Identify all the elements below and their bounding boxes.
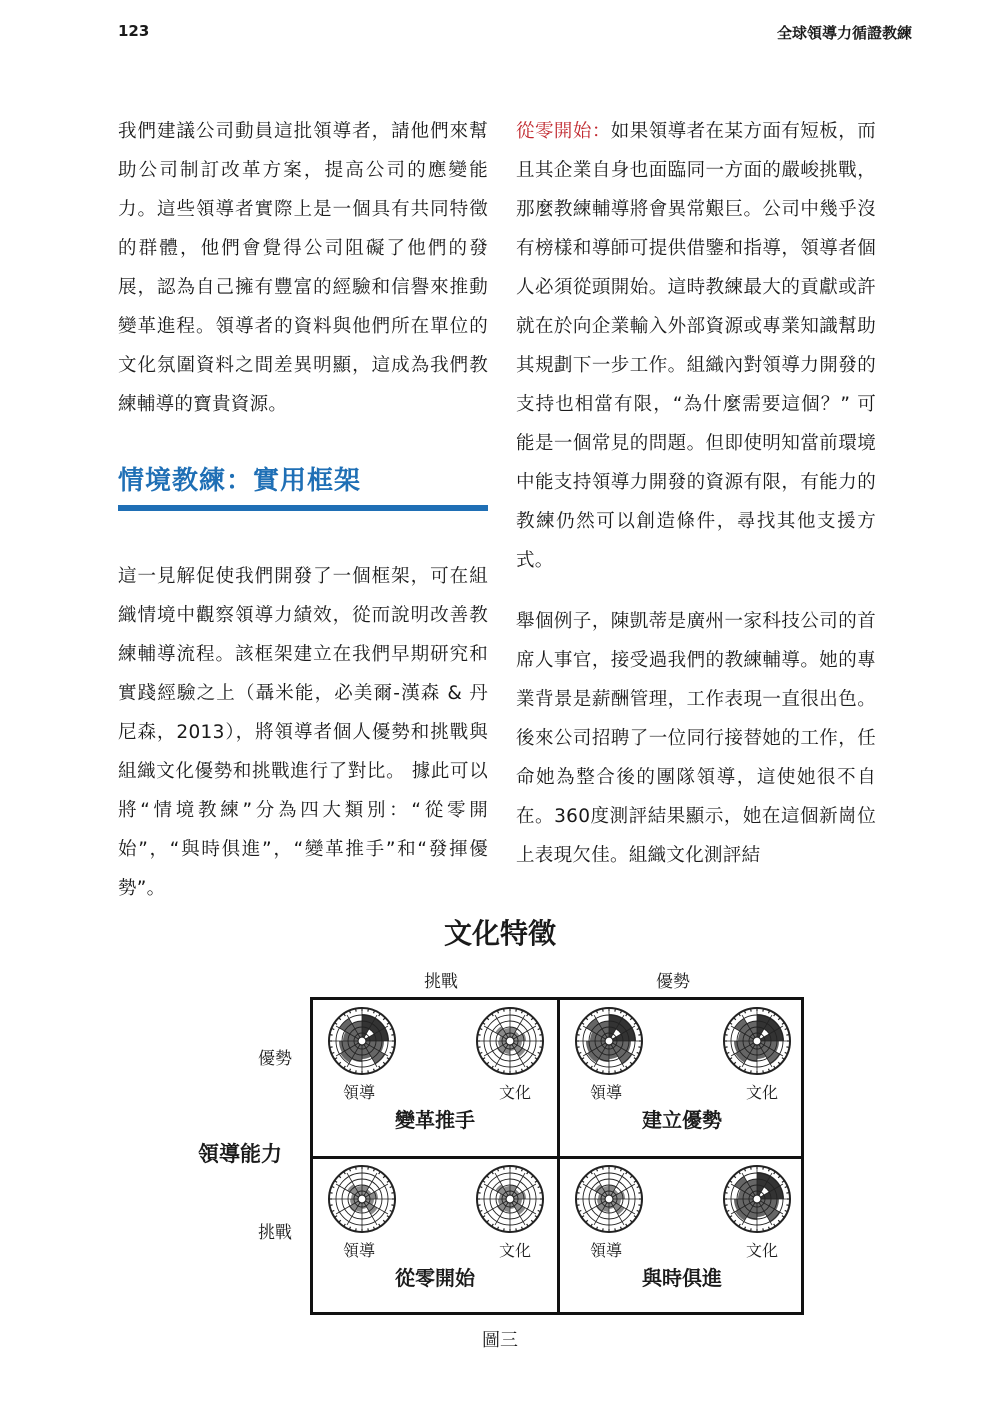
left-column [118, 112, 488, 908]
figure-caption: 圖三 [482, 1330, 518, 1351]
culture-label: 文化 [499, 1241, 532, 1260]
figure-title: 文化特徵 [443, 917, 556, 950]
culture-circumplex-icon [475, 1164, 545, 1234]
leadership-circumplex-icon [327, 1164, 397, 1234]
quadrant-title: 建立優勢 [642, 1108, 722, 1132]
culture-circumplex-icon [722, 1164, 792, 1234]
paragraph-lead: 從零開始： [516, 121, 611, 142]
page-number: 123 [118, 22, 150, 40]
left-paragraph-2: 這一見解促使我們開發了一個框架，可在組織情境中觀察領導力績效，從而說明改善教練輔導流程。該框架建立在我們早期研究和實踐經驗之上（聶米能，必美爾-漢森 & 丹尼森，2013），將領導者個人優勢和挑戰與組織文化優勢和挑戰進行了對比。 據此可以將“情境教練”分為四大類別：“從零開始”，“與時俱進”，“變革推手”和“發揮優勢”。 [118, 566, 488, 899]
culture-label: 文化 [499, 1083, 532, 1102]
right-paragraph-1 [516, 112, 876, 580]
running-title: 全球領導力循證教練 [776, 24, 912, 42]
column-label-challenge: 挑戰 [424, 972, 458, 992]
section-heading: 情境教練：實用框架 [118, 460, 488, 511]
quadrant-change-agent [313, 1000, 557, 1156]
column-label-strength: 優勢 [656, 972, 690, 992]
quadrant-keep-pace [560, 1158, 804, 1314]
quadrant-title: 與時俱進 [642, 1266, 722, 1290]
culture-label: 文化 [746, 1083, 779, 1102]
paragraph-body: 如果領導者在某方面有短板，而且其企業自身也面臨同一方面的嚴峻挑戰，那麼教練輔導將會異常艱巨。公司中幾乎沒有榜樣和導師可提供借鑒和指導，領導者個人必須從頭開始。這時教練最大的貢獻或許就在於向企業輸入外部資源或專業知識幫助其規劃下一步工作。組織內對領導力開發的支持也相當有限，“為什麼需要這個？” 可能是一個常見的問題。但即使明知當前環境中能支持領導力開發的資源有限，有能力的教練仍然可以創造條件，尋找其他支援方式。 [516, 121, 876, 571]
left-paragraph-1: 我們建議公司動員這批領導者，請他們來幫助公司制訂改革方案，提高公司的應變能力。這些領導者實際上是一個具有共同特徵的群體，他們會覺得公司阻礙了他們的發展，認為自己擁有豐富的經驗和信譽來推動變革進程。領導者的資料與他們所在單位的文化氛圍資料之間差異明顯，這成為我們教練輔導的寶貴資源。 [118, 121, 488, 415]
row-label-challenge: 挑戰 [258, 1223, 292, 1243]
row-label-strength: 優勢 [258, 1049, 292, 1069]
culture-circumplex-icon [475, 1006, 545, 1076]
culture-label: 文化 [746, 1241, 779, 1260]
right-paragraph-2: 舉個例子，陳凱蒂是廣州一家科技公司的首席人事官，接受過我們的教練輔導。她的專業背景是薪酬管理，工作表現一直很出色。後來公司招聘了一位同行接替她的工作，任命她為整合後的團隊領導，這使她很不自在。360度測評結果顯示，她在這個新崗位上表現欠佳。組織文化測評結 [516, 611, 876, 866]
quadrant-title: 變革推手 [395, 1108, 475, 1132]
leadership-label: 領導 [343, 1083, 376, 1102]
right-column [516, 112, 876, 875]
leadership-circumplex-icon [327, 1006, 397, 1076]
leadership-circumplex-icon [574, 1006, 644, 1076]
culture-circumplex-icon [722, 1006, 792, 1076]
matrix-grid [310, 997, 804, 1315]
figure-matrix [0, 900, 1000, 1400]
quadrant-title: 從零開始 [395, 1266, 475, 1290]
leadership-circumplex-icon [574, 1164, 644, 1234]
quadrant-build-strength [560, 1000, 804, 1156]
axis-label: 領導能力 [198, 1142, 282, 1166]
leadership-label: 領導 [590, 1241, 623, 1260]
leadership-label: 領導 [343, 1241, 376, 1260]
leadership-label: 領導 [590, 1083, 623, 1102]
quadrant-start-from-zero [313, 1158, 557, 1314]
